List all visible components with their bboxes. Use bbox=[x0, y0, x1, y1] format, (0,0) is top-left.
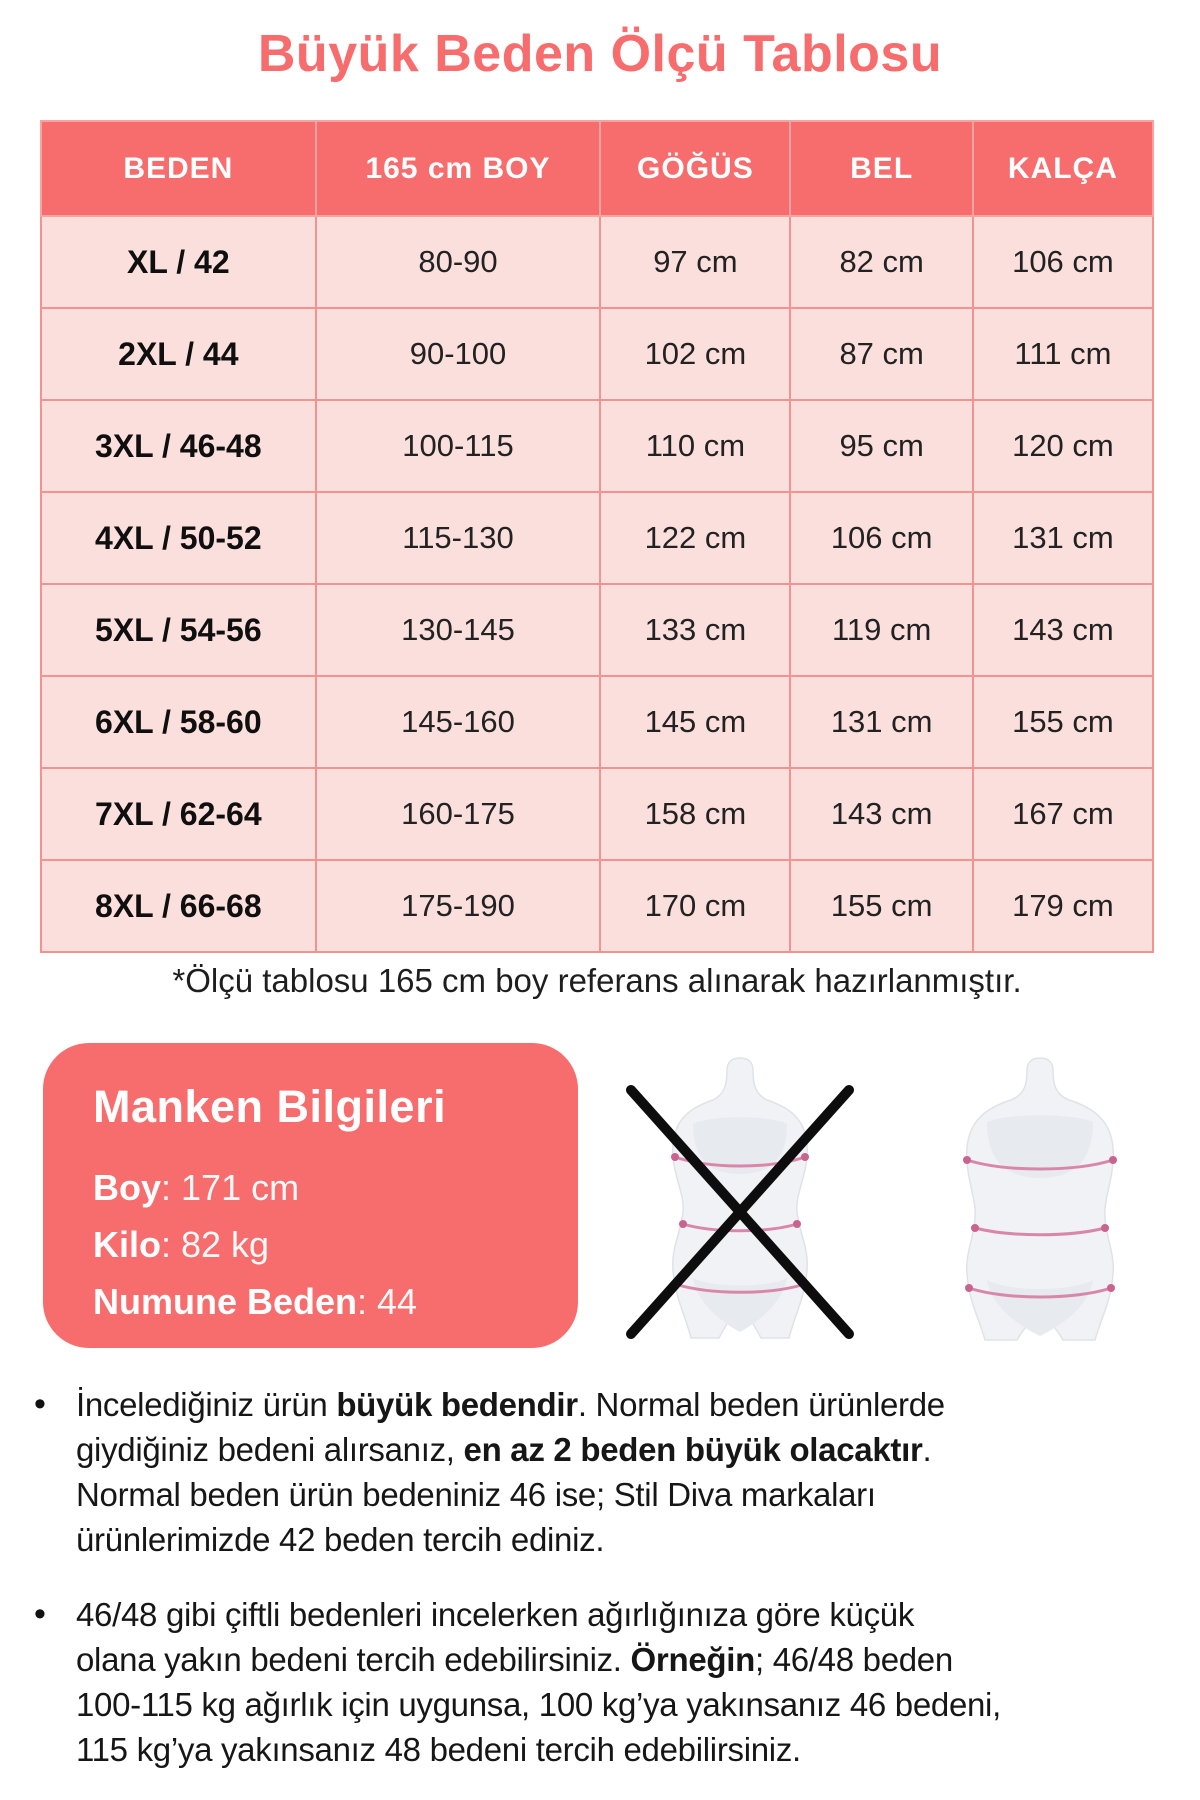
measure-dot bbox=[971, 1224, 979, 1232]
size-label-cell: 6XL / 58-60 bbox=[41, 676, 316, 768]
size-label-cell: 2XL / 44 bbox=[41, 308, 316, 400]
size-row bbox=[41, 584, 1153, 676]
measure-dot bbox=[965, 1284, 973, 1292]
measurement-cell: 145 cm bbox=[600, 676, 790, 768]
measurement-cell: 133 cm bbox=[600, 584, 790, 676]
measurement-cell: 119 cm bbox=[790, 584, 972, 676]
bullet-marker: • bbox=[34, 1385, 46, 1423]
size-table-header-row bbox=[41, 121, 1153, 216]
measurement-cell: 158 cm bbox=[600, 768, 790, 860]
measurement-cell: 100-115 bbox=[316, 400, 601, 492]
measurement-cell: 97 cm bbox=[600, 216, 790, 308]
measure-dot bbox=[1101, 1224, 1109, 1232]
size-row bbox=[41, 308, 1153, 400]
incorrect-figure-illustration bbox=[612, 1052, 868, 1352]
measurement-cell: 175-190 bbox=[316, 860, 601, 952]
measurement-cell: 167 cm bbox=[973, 768, 1153, 860]
measurement-cell: 111 cm bbox=[973, 308, 1153, 400]
table-footnote: *Ölçü tablosu 165 cm boy referans alınarak hazırlanmıştır. bbox=[172, 962, 1022, 999]
measurement-cell: 143 cm bbox=[790, 768, 972, 860]
bullet-text: 46/48 gibi çiftli bedenleri incelerken ağırlığınıza göre küçük olana yakın bedeni tercih edebilirsiniz. Örneğin; 46/48 beden 100-115 kg ağırlık için uygunsa, 100 kg’ya yakınsanız 46 bedeni, 115 kg’ya yakınsanız 48 bedeni tercih edebilirsiniz. bbox=[76, 1596, 1001, 1768]
size-table-body bbox=[41, 216, 1153, 952]
size-label-cell: 7XL / 62-64 bbox=[41, 768, 316, 860]
measurement-cell: 115-130 bbox=[316, 492, 601, 584]
size-row bbox=[41, 492, 1153, 584]
measurement-cell: 145-160 bbox=[316, 676, 601, 768]
size-label-cell: 3XL / 46-48 bbox=[41, 400, 316, 492]
page-title: Büyük Beden Ölçü Tablosu bbox=[257, 25, 943, 83]
size-table bbox=[40, 120, 1154, 953]
measurement-cell: 106 cm bbox=[790, 492, 972, 584]
measure-dot bbox=[793, 1220, 801, 1228]
size-row bbox=[41, 768, 1153, 860]
measurement-cell: 80-90 bbox=[316, 216, 601, 308]
model-info-card bbox=[43, 1043, 578, 1348]
measurement-cell: 170 cm bbox=[600, 860, 790, 952]
measurement-cell: 179 cm bbox=[973, 860, 1153, 952]
measurement-cell: 87 cm bbox=[790, 308, 972, 400]
measure-dot bbox=[1107, 1284, 1115, 1292]
bullet-text: İncelediğiniz ürün büyük bedendir. Normal beden ürünlerde giydiğiniz bedeni alırsanız, en az 2 beden büyük olacaktır. Normal beden ürün bedeniniz 46 ise; Stil Diva markaları ürünlerimizde 42 beden tercih ediniz. bbox=[76, 1386, 945, 1558]
info-bullet bbox=[34, 1382, 1164, 1562]
size-row bbox=[41, 216, 1153, 308]
info-bullets bbox=[34, 1382, 1164, 1800]
measure-dot bbox=[671, 1153, 679, 1161]
measurement-cell: 90-100 bbox=[316, 308, 601, 400]
measurement-cell: 155 cm bbox=[790, 860, 972, 952]
size-row bbox=[41, 400, 1153, 492]
size-label-cell: XL / 42 bbox=[41, 216, 316, 308]
correct-figure-illustration bbox=[912, 1052, 1168, 1352]
measure-dot bbox=[963, 1156, 971, 1164]
model-info-title: Manken Bilgileri bbox=[93, 1081, 447, 1132]
measurement-cell: 120 cm bbox=[973, 400, 1153, 492]
measurement-figures bbox=[612, 1052, 1172, 1357]
measure-dot bbox=[679, 1220, 687, 1228]
model-info-line: Boy: 171 cm bbox=[93, 1167, 300, 1208]
measurement-cell: 110 cm bbox=[600, 400, 790, 492]
size-row bbox=[41, 676, 1153, 768]
info-bullet bbox=[34, 1592, 1164, 1772]
column-header: 165 cm BOY bbox=[316, 121, 601, 216]
measurement-cell: 130-145 bbox=[316, 584, 601, 676]
size-row bbox=[41, 860, 1153, 952]
model-info-line: Numune Beden: 44 bbox=[93, 1281, 418, 1322]
measurement-cell: 131 cm bbox=[790, 676, 972, 768]
measurement-cell: 160-175 bbox=[316, 768, 601, 860]
measure-dot bbox=[1109, 1156, 1117, 1164]
measure-dot bbox=[801, 1153, 809, 1161]
measurement-cell: 102 cm bbox=[600, 308, 790, 400]
model-info-line: Kilo: 82 kg bbox=[93, 1224, 270, 1265]
measurement-cell: 143 cm bbox=[973, 584, 1153, 676]
measurement-cell: 95 cm bbox=[790, 400, 972, 492]
size-label-cell: 5XL / 54-56 bbox=[41, 584, 316, 676]
column-header: BEL bbox=[790, 121, 972, 216]
size-label-cell: 8XL / 66-68 bbox=[41, 860, 316, 952]
column-header: BEDEN bbox=[41, 121, 316, 216]
measurement-cell: 106 cm bbox=[973, 216, 1153, 308]
column-header: KALÇA bbox=[973, 121, 1153, 216]
measurement-cell: 122 cm bbox=[600, 492, 790, 584]
measurement-cell: 131 cm bbox=[973, 492, 1153, 584]
column-header: GÖĞÜS bbox=[600, 121, 790, 216]
measurement-cell: 82 cm bbox=[790, 216, 972, 308]
bullet-marker: • bbox=[34, 1595, 46, 1633]
size-label-cell: 4XL / 50-52 bbox=[41, 492, 316, 584]
model-info-lines bbox=[93, 1159, 558, 1330]
measurement-cell: 155 cm bbox=[973, 676, 1153, 768]
